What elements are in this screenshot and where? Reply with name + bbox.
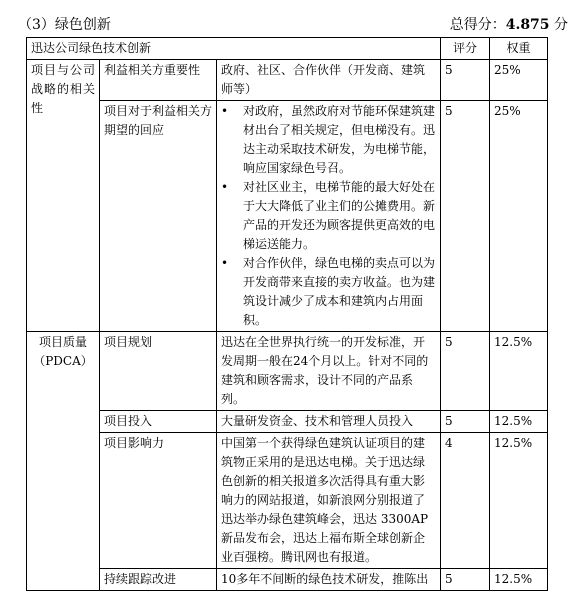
bullet-text: 对社区业主，电梯节能的最大好处在于大大降低了业主们的公摊费用。新产品的开发还为顾客提供更高效的电梯运送能力。 [243, 180, 436, 251]
table-row [27, 411, 548, 433]
green-innovation-table [26, 37, 548, 591]
bullet-icon: • [221, 180, 229, 194]
bullet-item [221, 102, 436, 178]
total-score-unit: 分 [554, 17, 568, 33]
item-description: 10多年不间断的绿色技术研发，推陈出 [217, 569, 441, 591]
bullet-text: 对政府，虽然政府对节能环保建筑建材出台了相关规定，但电梯没有。迅达主动采取技术研发，为电梯节能，响应国家绿色号召。 [243, 104, 436, 175]
item-score: 5 [441, 411, 490, 433]
item-score: 5 [441, 569, 490, 591]
section-title: （3）绿色创新 [18, 17, 111, 33]
bullet-icon: • [221, 104, 229, 118]
bullet-item [221, 254, 436, 330]
item-name: 项目对于利益相关方期望的回应 [100, 101, 217, 332]
item-description [217, 101, 441, 332]
bullet-icon: • [221, 256, 229, 270]
item-weight: 25% [490, 101, 548, 332]
item-score: 5 [441, 332, 490, 411]
item-weight: 12.5% [490, 411, 548, 433]
item-weight: 12.5% [490, 433, 548, 569]
item-weight: 12.5% [490, 569, 548, 591]
item-description: 中国第一个获得绿色建筑认证项目的建筑物正采用的是迅达电梯。关于迅达绿色创新的相关报道多次活得具有重大影响力的网站报道，如新浪网分别报道了迅达举办绿色建筑峰会，迅达 3300AP新品发布会，迅达上福布斯全球创新企业百强榜。腾讯网也有报道。 [217, 433, 441, 569]
item-description: 政府、社区、合作伙伴（开发商、建筑师等） [217, 60, 441, 101]
total-score [450, 14, 568, 34]
item-score: 5 [441, 60, 490, 101]
group-name: 项目质量（PDCA） [27, 332, 100, 591]
total-score-label: 总得分： [449, 17, 506, 33]
item-weight: 25% [490, 60, 548, 101]
item-name: 利益相关方重要性 [100, 60, 217, 101]
table-header-row [27, 38, 548, 60]
item-name: 项目影响力 [100, 433, 217, 569]
table-row [27, 433, 548, 569]
table-row [27, 101, 548, 332]
bullet-text: 对合作伙伴，绿色电梯的卖点可以为开发商带来直接的卖方收益。也为建筑设计减少了成本和建筑内占用面积。 [243, 256, 436, 327]
item-score: 4 [441, 433, 490, 569]
item-description: 迅达在全世界执行统一的开发标准，开发周期一般在24个月以上。针对不同的建筑和顾客需求，设计不同的产品系列。 [217, 332, 441, 411]
item-name: 项目规划 [100, 332, 217, 411]
table-row [27, 569, 548, 591]
section-heading [18, 14, 568, 34]
item-description: 大量研发资金、技术和管理人员投入 [217, 411, 441, 433]
table-row [27, 332, 548, 411]
header-score: 评分 [441, 38, 490, 60]
bullet-item [221, 178, 436, 254]
header-category: 迅达公司绿色技术创新 [27, 38, 441, 60]
item-score: 5 [441, 101, 490, 332]
item-name: 持续跟踪改进 [100, 569, 217, 591]
item-name: 项目投入 [100, 411, 217, 433]
total-score-value: 4.875 [505, 17, 550, 33]
group-name: 项目与公司战略的相关性 [27, 60, 100, 332]
item-weight: 12.5% [490, 332, 548, 411]
table-row [27, 60, 548, 101]
header-weight: 权重 [490, 38, 548, 60]
